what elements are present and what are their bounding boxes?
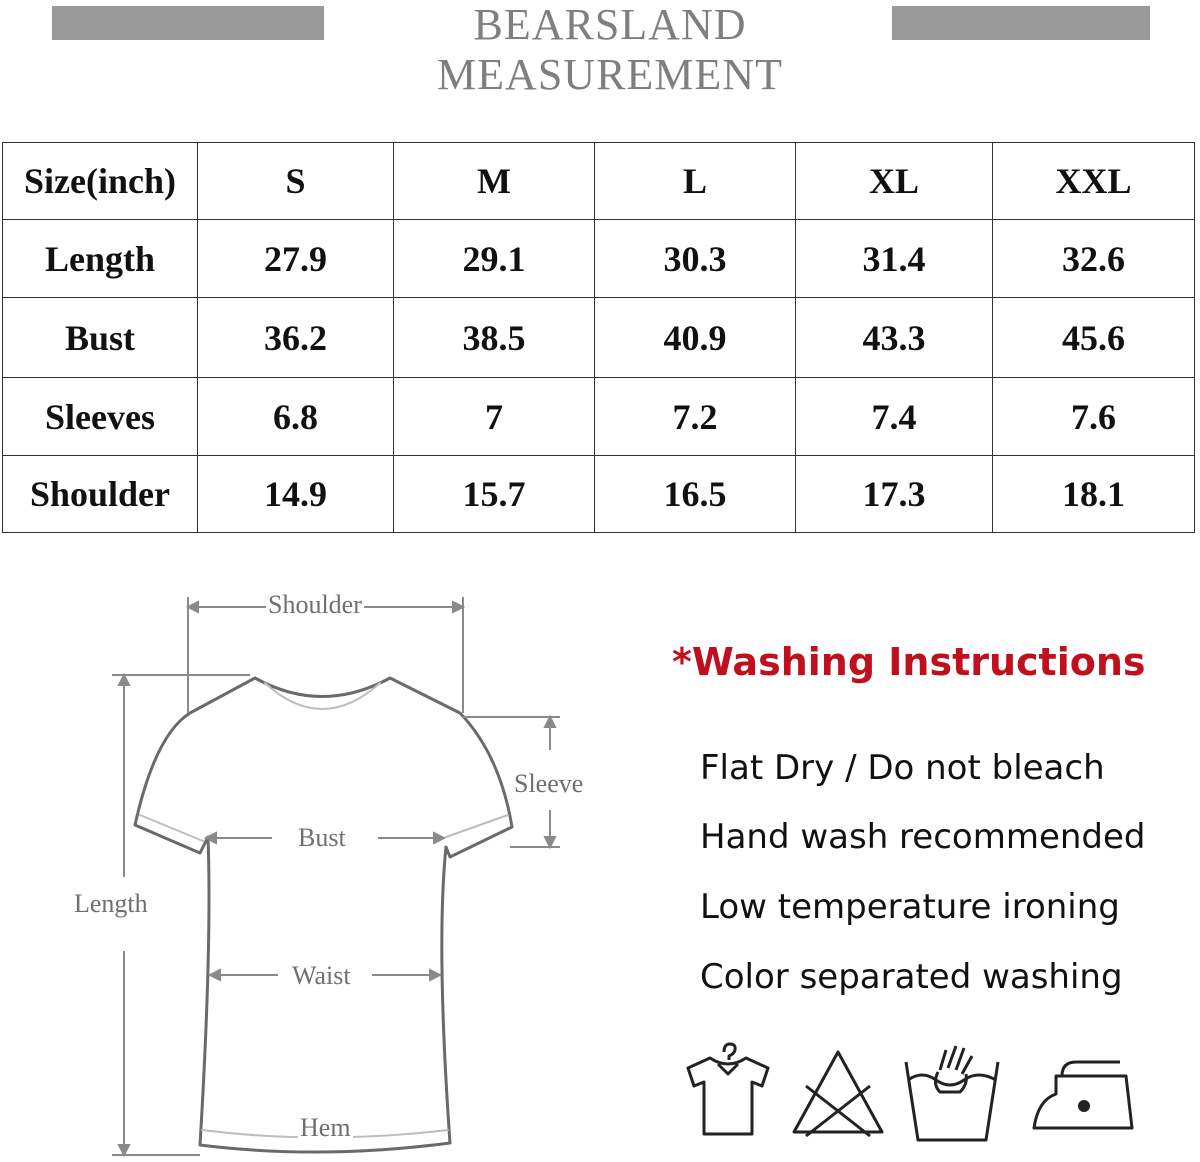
- table-cell: 36.2: [198, 298, 394, 378]
- table-cell: 18.1: [993, 456, 1195, 533]
- table-header-cell: L: [595, 143, 796, 220]
- table-cell: 38.5: [394, 298, 595, 378]
- table-cell: 31.4: [796, 220, 993, 298]
- washing-line-low-temperature: Low temperature ironing: [700, 887, 1120, 927]
- table-cell: 17.3: [796, 456, 993, 533]
- table-cell: 7.6: [993, 378, 1195, 456]
- table-cell: 29.1: [394, 220, 595, 298]
- washing-instructions-title: *Washing Instructions: [672, 640, 1146, 684]
- table-header-cell: M: [394, 143, 595, 220]
- table-cell: 7.4: [796, 378, 993, 456]
- sleeve-label: Sleeve: [514, 769, 584, 798]
- table-cell: 45.6: [993, 298, 1195, 378]
- table-cell: 16.5: [595, 456, 796, 533]
- table-cell: 15.7: [394, 456, 595, 533]
- page-title: BEARSLAND MEASUREMENT: [437, 0, 783, 99]
- table-cell: 14.9: [198, 456, 394, 533]
- flat-dry-icon: [680, 1040, 776, 1140]
- care-icons: [676, 1040, 1156, 1150]
- waist-label: Waist: [292, 961, 351, 990]
- washing-line-flat-dry: Flat Dry / Do not bleach: [700, 748, 1105, 788]
- hem-label: Hem: [300, 1113, 351, 1142]
- table-header-cell: S: [198, 143, 394, 220]
- bust-label: Bust: [298, 823, 346, 852]
- table-row: [3, 378, 1195, 456]
- hand-wash-icon: [902, 1040, 1002, 1144]
- shoulder-label: Shoulder: [268, 590, 362, 619]
- length-label: Length: [74, 889, 148, 918]
- header-bar-right: [892, 6, 1150, 40]
- low-temperature-iron-icon: [1028, 1040, 1140, 1140]
- table-cell: 30.3: [595, 220, 796, 298]
- table-row: [3, 298, 1195, 378]
- row-label: Bust: [3, 298, 198, 378]
- table-cell: 43.3: [796, 298, 993, 378]
- table-header-cell: XL: [796, 143, 993, 220]
- table-header-row: [3, 143, 1195, 220]
- washing-line-color-separated: Color separated washing: [700, 957, 1123, 997]
- size-table: [2, 142, 1195, 533]
- table-header-cell: Size(inch): [3, 143, 198, 220]
- measurement-diagram: [60, 585, 620, 1162]
- table-row: [3, 220, 1195, 298]
- table-cell: 40.9: [595, 298, 796, 378]
- table-header-cell: XXL: [993, 143, 1195, 220]
- header-bar-left: [52, 6, 324, 40]
- row-label: Sleeves: [3, 378, 198, 456]
- washing-line-hand-wash: Hand wash recommended: [700, 817, 1146, 857]
- table-cell: 6.8: [198, 378, 394, 456]
- table-cell: 27.9: [198, 220, 394, 298]
- table-cell: 32.6: [993, 220, 1195, 298]
- row-label: Shoulder: [3, 456, 198, 533]
- table-cell: 7.2: [595, 378, 796, 456]
- table-row: [3, 456, 1195, 533]
- table-cell: 7: [394, 378, 595, 456]
- row-label: Length: [3, 220, 198, 298]
- t-shirt-outline-icon: [60, 585, 620, 1162]
- do-not-bleach-icon: [788, 1040, 888, 1140]
